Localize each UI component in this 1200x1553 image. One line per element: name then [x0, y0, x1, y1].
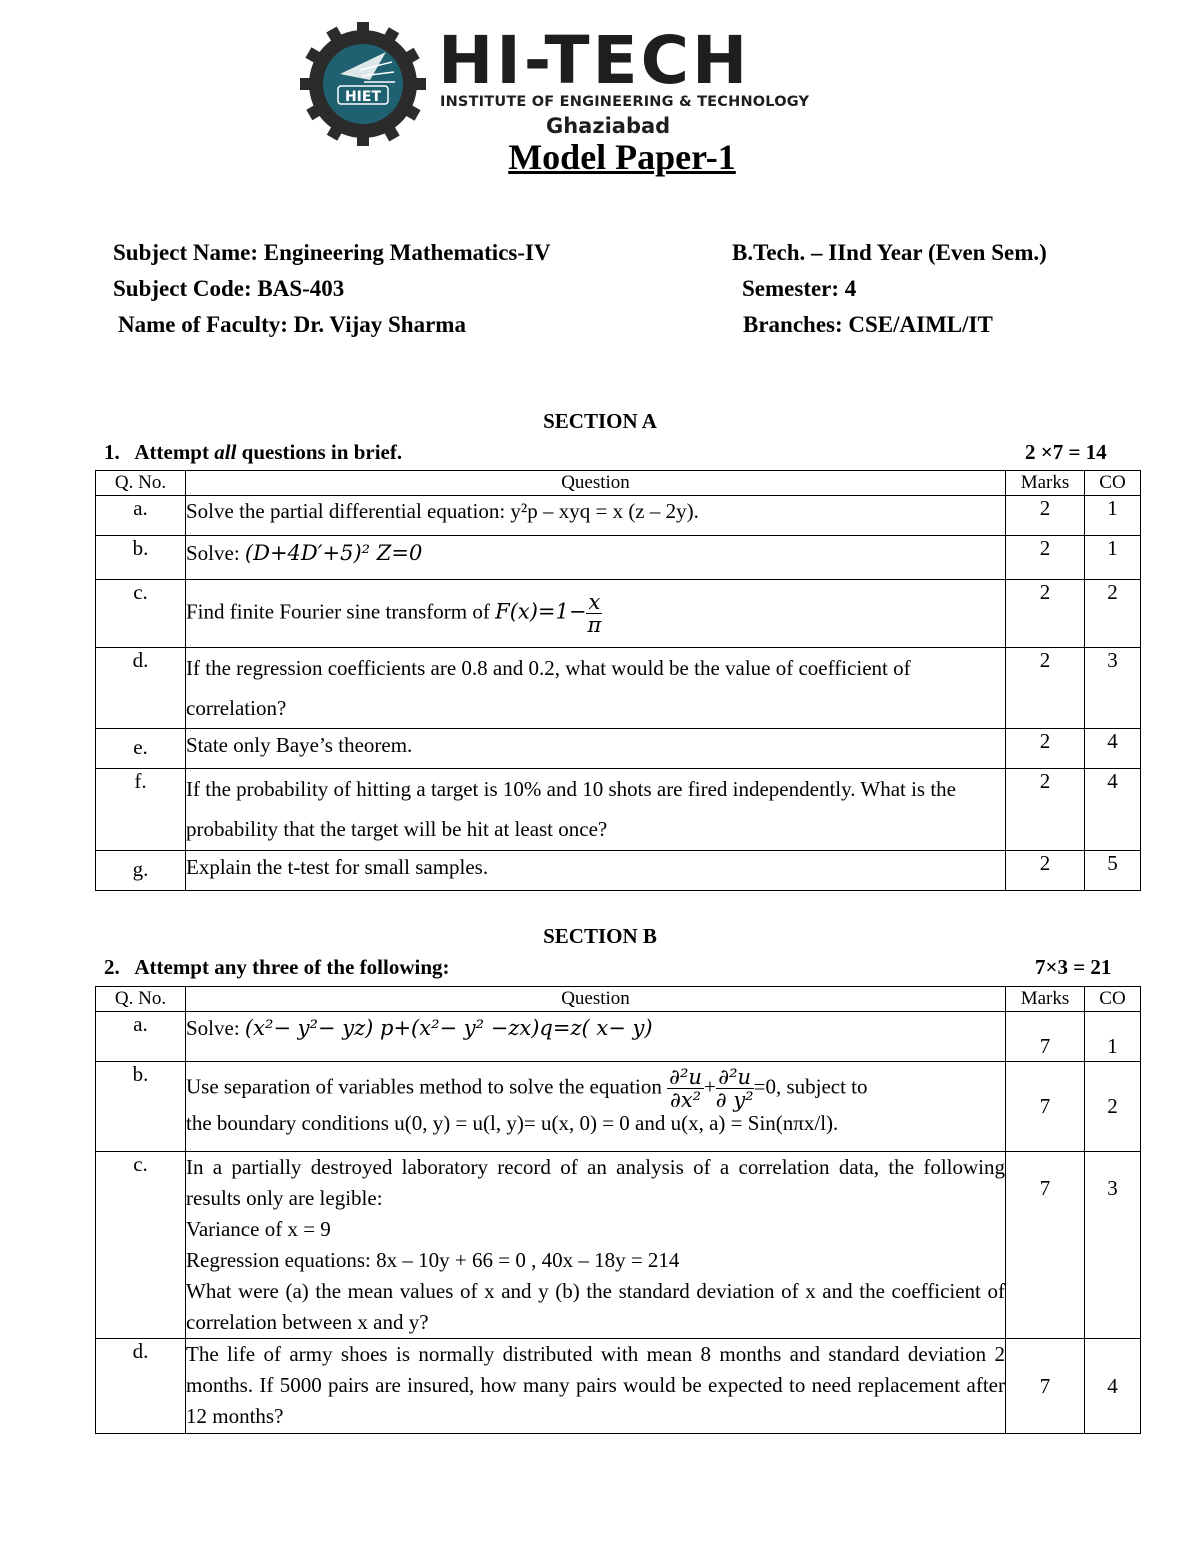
- table-row: [96, 1012, 1141, 1062]
- math-fraction: $\frac{\text{∂²u}}{\text{∂ y²}}$: [715, 1065, 754, 1113]
- question-co: 2: [1085, 1062, 1141, 1152]
- subject-name: Subject Name: Engineering Mathematics-IV: [113, 240, 551, 265]
- question-number: d.: [96, 648, 186, 729]
- table-row: [96, 769, 1141, 851]
- question-number: e.: [96, 729, 186, 769]
- section-a-instruction: 1. Attempt all questions in brief.: [104, 440, 403, 464]
- institute-brand: HI-TECH: [438, 22, 751, 99]
- section-a-title: SECTION A: [543, 409, 657, 433]
- question-co: 4: [1085, 1339, 1141, 1434]
- question-co: 5: [1085, 851, 1141, 891]
- question-marks: 7: [1006, 1339, 1085, 1434]
- table-row: [96, 536, 1141, 580]
- question-text: If the probability of hitting a target is 10% and 10 shots are fired independently. What is the probability that the target will be hit at least once?: [186, 769, 1006, 851]
- question-text: Solve the partial differential equation: y²p – xyq = x (z – 2y).: [186, 496, 1006, 536]
- table-row: [96, 1062, 1141, 1152]
- question-number: f.: [96, 769, 186, 851]
- instruction-number: 2.: [104, 955, 120, 979]
- table-row: [96, 851, 1141, 891]
- question-text: If the regression coefficients are 0.8 and 0.2, what would be the value of coefficient of correlation?: [186, 648, 1006, 729]
- section-b-table: [95, 986, 1141, 1434]
- col-header-question: Question: [186, 987, 1006, 1012]
- gear-seal-icon: [300, 22, 426, 146]
- col-header-qno: Q. No.: [96, 471, 186, 496]
- table-header-row: [96, 987, 1141, 1012]
- branches: Branches: CSE/AIML/IT: [743, 312, 993, 337]
- math-expression: (x²− y²− yz) p+(x²− y² −zx)q=z( x− y): [244, 1016, 653, 1040]
- question-number: c.: [96, 580, 186, 648]
- table-row: [96, 729, 1141, 769]
- question-number: c.: [96, 1152, 186, 1339]
- question-marks: 7: [1006, 1012, 1085, 1062]
- table-row: [96, 1152, 1141, 1339]
- col-header-co: CO: [1085, 471, 1141, 496]
- question-marks: 2: [1006, 496, 1085, 536]
- table-row: [96, 648, 1141, 729]
- math-expression: (D+4D′+5)² Z=0: [244, 541, 423, 565]
- math-expression: F(x)=1−: [495, 599, 587, 624]
- question-marks: 2: [1006, 769, 1085, 851]
- section-a-table: [95, 470, 1141, 891]
- question-marks: 7: [1006, 1152, 1085, 1339]
- question-number: g.: [96, 851, 186, 891]
- col-header-co: CO: [1085, 987, 1141, 1012]
- question-co: 4: [1085, 769, 1141, 851]
- subject-code: Subject Code: BAS-403: [113, 276, 345, 301]
- question-text: In a partially destroyed laboratory record of an analysis of a correlation data, the following results only are legible: Variance of x = 9 Regression equations: 8x – 10y + 66 = 0 , 40x – 18y = 214 What were (a) the mean values of x and y (b) the standard deviation of x and the coefficient of correlation between x and y?: [186, 1152, 1006, 1339]
- question-co: 1: [1085, 536, 1141, 580]
- section-a-marks: 2 ×7 = 14: [1025, 440, 1107, 464]
- col-header-qno: Q. No.: [96, 987, 186, 1012]
- table-row: [96, 1339, 1141, 1434]
- table-row: [96, 580, 1141, 648]
- question-number: a.: [96, 496, 186, 536]
- table-header-row: [96, 471, 1141, 496]
- question-co: 3: [1085, 1152, 1141, 1339]
- section-b-instruction: 2. Attempt any three of the following:: [104, 955, 450, 979]
- question-co: 1: [1085, 1012, 1141, 1062]
- logo-text: HIET: [344, 89, 382, 105]
- math-fraction: $\frac{\text{∂²u}}{\text{∂x²}}$: [669, 1065, 702, 1113]
- question-text: Explain the t-test for small samples.: [186, 851, 1006, 891]
- question-marks: 2: [1006, 729, 1085, 769]
- question-marks: 2: [1006, 536, 1085, 580]
- col-header-marks: Marks: [1006, 471, 1085, 496]
- institute-city: Ghaziabad: [546, 114, 671, 138]
- question-marks: 7: [1006, 1062, 1085, 1152]
- question-number: b.: [96, 1062, 186, 1152]
- col-header-marks: Marks: [1006, 987, 1085, 1012]
- question-marks: 2: [1006, 648, 1085, 729]
- question-number: a.: [96, 1012, 186, 1062]
- institute-full-name: INSTITUTE OF ENGINEERING & TECHNOLOGY: [440, 94, 810, 110]
- col-header-question: Question: [186, 471, 1006, 496]
- question-text: The life of army shoes is normally distributed with mean 8 months and standard deviation 2 months. If 5000 pairs are insured, how many pairs would be expected to need replacement after 12 months?: [186, 1339, 1006, 1434]
- question-marks: 2: [1006, 851, 1085, 891]
- question-text: Solve: (D+4D′+5)² Z=0: [186, 536, 1006, 580]
- question-co: 4: [1085, 729, 1141, 769]
- table-row: [96, 496, 1141, 536]
- question-text: Solve: (x²− y²− yz) p+(x²− y² −zx)q=z( x− y): [186, 1012, 1006, 1062]
- section-b-title: SECTION B: [543, 924, 657, 948]
- question-co: 2: [1085, 580, 1141, 648]
- question-text: Use separation of variables method to solve the equation $\frac{\text{∂²u}}{\text{∂x²}}$ + $\frac{\text{∂²u}}{\text{∂ y²}}$ =0, subject to the boundary conditions u(0, y) = u(l, y)= u(x, 0) = 0 and u(x, a) = Sin(nπx/l).: [186, 1062, 1006, 1152]
- question-co: 1: [1085, 496, 1141, 536]
- question-number: d.: [96, 1339, 186, 1434]
- faculty-name: Name of Faculty: Dr. Vijay Sharma: [118, 312, 466, 337]
- question-text: State only Baye’s theorem.: [186, 729, 1006, 769]
- page-title: Model Paper-1: [508, 137, 736, 177]
- institute-logo: [300, 22, 880, 142]
- math-fraction: $\frac{x}{\pi}$: [587, 589, 602, 637]
- question-text: Find finite Fourier sine transform of F(x)=1− $\frac{x}{\pi}$: [186, 580, 1006, 648]
- section-b-marks: 7×3 = 21: [1035, 955, 1112, 979]
- semester: Semester: 4: [742, 276, 857, 301]
- question-co: 3: [1085, 648, 1141, 729]
- question-marks: 2: [1006, 580, 1085, 648]
- question-number: b.: [96, 536, 186, 580]
- instruction-number: 1.: [104, 440, 120, 464]
- course-info: B.Tech. – IInd Year (Even Sem.): [732, 240, 1047, 265]
